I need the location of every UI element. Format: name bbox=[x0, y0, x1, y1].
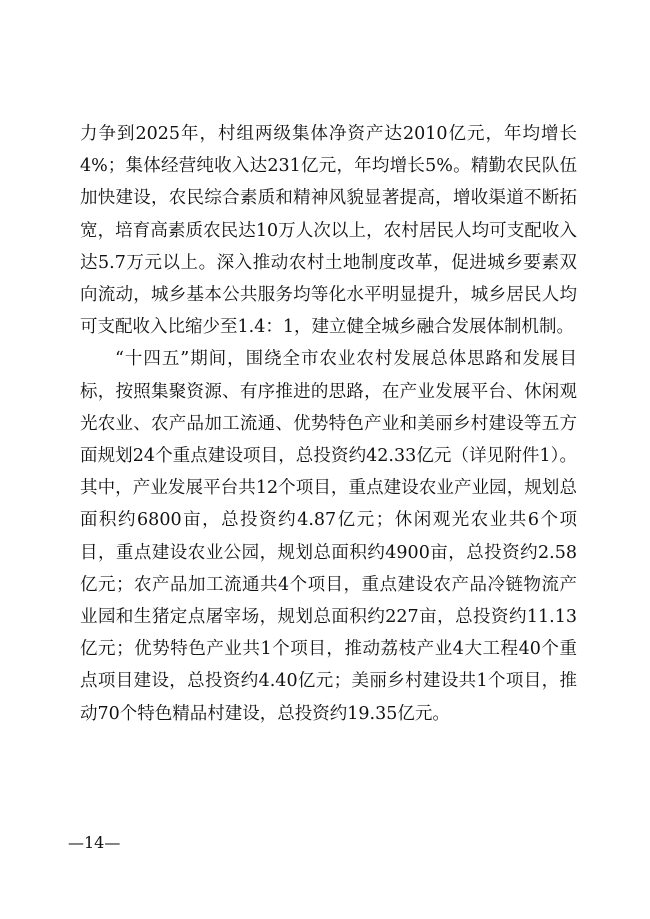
paragraph-collective-income-goals: 力争到2025年，村组两级集体净资产达2010亿元，年均增长4%；集体经营纯收入达231亿元，年均增长5%。精勤农民队伍加快建设，农民综合素质和精神风貌显著提高，增收渠道不断拓宽，培育高素质农民达10万人次以上，农村居民人均可支配收入达5.7万元以上。深入推动农村土地制度改革，促进城乡要素双向流动，城乡基本公共服务均等化水平明显提升，城乡居民人均可支配收入比缩少至1.4：1，建立健全城乡融合发展体制机制。 bbox=[80, 124, 577, 338]
paragraph-key-projects-plan: “十四五”期间，围绕全市农业农村发展总体思路和发展目标，按照集聚资源、有序推进的思路，在产业发展平台、休闲观光农业、农产品加工流通、优势特色产业和美丽乡村建设等五方面规划24个重点建设项目，总投资约42.33亿元（详见附件1）。其中，产业发展平台共12个项目，重点建设农业产业园，规划总面积约6800亩，总投资约4.87亿元；休闲观光农业共6个项目，重点建设农业公园，规划总面积约4900亩，总投资约2.58亿元；农产品加工流通共4个项目，重点建设农产品冷链物流产业园和生猪定点屠宰场，规划总面积约227亩，总投资约11.13亿元；优势特色产业共1个项目，推动荔枝产业4大工程40个重点项目建设，总投资约4.40亿元；美丽乡村建设共1个项目，推动70个特色精品村建设，总投资约19.35亿元。 bbox=[80, 349, 577, 724]
page-number: —14— bbox=[68, 833, 121, 852]
body-text bbox=[80, 118, 577, 730]
